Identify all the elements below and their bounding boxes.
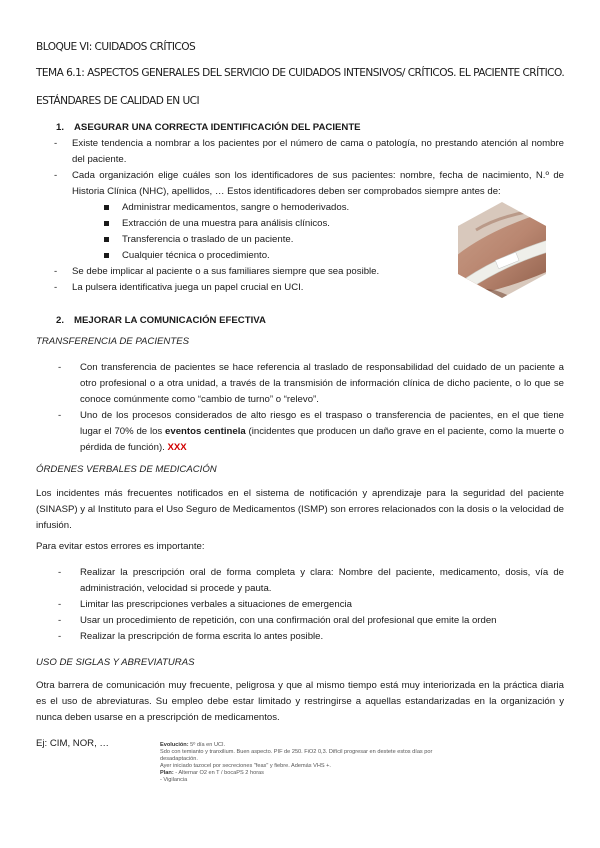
list-item: - Usar un procedimiento de repetición, con una confirmación oral del profesional que emite la orden bbox=[58, 615, 497, 626]
verbal-orders-intro: Para evitar estos errores es importante: bbox=[36, 541, 205, 552]
list-item: - Se debe implicar al paciente o a sus familiares siempre que sea posible. bbox=[54, 266, 380, 277]
abbreviations-example: Ej: CIM, NOR, … bbox=[36, 738, 110, 749]
verbal-orders-list bbox=[36, 565, 564, 645]
section-communication bbox=[36, 313, 564, 329]
abbreviations-heading: USO DE SIGLAS Y ABREVIATURAS bbox=[36, 657, 195, 668]
list-item: - Limitar las prescripciones verbales a situaciones de emergencia bbox=[58, 599, 352, 610]
pending-mark: XXX bbox=[167, 442, 187, 453]
verbal-orders-paragraph: Los incidentes más frecuentes notificados en el sistema de notificación y aprendizaje para la seguridad del paciente (SINASP) y al Instituto para el Uso Seguro de Medicamentos (ISMP) son errores relacionados con la dosis o la velocidad de infusión. bbox=[36, 488, 564, 531]
list-item: - Uno de los procesos considerados de alto riesgo es el traspaso o transferencia de pacientes, en el que tiene lugar el 70% de los eventos centinela (incidentes que producen un daño grave en el paciente, como la muerte o pérdida de función). XXX bbox=[58, 410, 564, 453]
clinical-note-excerpt: Evolución: 5º día en UCI. Sdo con temianto y tranxilium. Buen aspecto. PIF de 250. FiO2 0,3. Difícil progresar en destete estos días por desadaptación. Ayer iniciado tazocel por secreciones "feas" y fiebre. Además VHS +. Plan: - Alternar O2 en T / bocaPS 2 horas - Vigilancia bbox=[160, 742, 433, 783]
section-2-title: 2. MEJORAR LA COMUNICACIÓN EFECTIVA bbox=[56, 315, 266, 326]
list-item: - Con transferencia de pacientes se hace referencia al traslado de responsabilidad del cuidado de un paciente a otro profesional o a otra unidad, a través de la transmisión de información clínica de dicho paciente, o lo que se conoce comúnmente como “cambio de turno” o “relevo”. bbox=[58, 362, 564, 405]
transfer-list bbox=[36, 360, 564, 456]
list-item: - La pulsera identificativa juega un papel crucial en UCI. bbox=[54, 282, 304, 293]
section-1-title: 1. ASEGURAR UNA CORRECTA IDENTIFICACIÓN DEL PACIENTE bbox=[56, 122, 361, 133]
sentinel-events-term: eventos centinela bbox=[165, 426, 246, 437]
sub-list-item: Administrar medicamentos, sangre o hemoderivados. bbox=[36, 200, 564, 216]
transfer-heading: TRANSFERENCIA DE PACIENTES bbox=[36, 336, 189, 347]
list-item: - Cada organización elige cuáles son los identificadores de sus pacientes: nombre, fecha de nacimiento, N.º de Historia Clínica (NHC), apellidos, … Estos identificadores deben ser comprobados siempre antes de: bbox=[54, 170, 564, 197]
list-item: - Realizar la prescripción de forma escrita lo antes posible. bbox=[58, 631, 324, 642]
abbreviations-paragraph: Otra barrera de comunicación muy frecuente, peligrosa y que al mismo tiempo está muy interiorizada en la práctica diaria es el uso de abreviaturas. Su empleo debe estar limitado y restringirse a aquellas estandarizadas en la organización y nunca deben usarse en a prescripción de medicamentos. bbox=[36, 680, 564, 723]
list-item: - Existe tendencia a nombrar a los pacientes por el número de cama o patología, no prestando atención al nombre del paciente. bbox=[54, 138, 564, 165]
topic-heading: TEMA 6.1: ASPECTOS GENERALES DEL SERVICIO DE CUIDADOS INTENSIVOS/ CRÍTICOS. EL PACIENTE CRÍTICO. bbox=[36, 67, 565, 79]
standards-heading: ESTÁNDARES DE CALIDAD EN UCI bbox=[36, 95, 200, 107]
sub-list-item: Extracción de una muestra para análisis clínicos. bbox=[36, 216, 564, 232]
sub-list-item: Cualquier técnica o procedimiento. bbox=[36, 248, 564, 264]
wristband-photo bbox=[456, 200, 548, 300]
sub-list-item: Transferencia o traslado de un paciente. bbox=[36, 232, 564, 248]
list-item: - Realizar la prescripción oral de forma completa y clara: Nombre del paciente, medicamento, dosis, vía de administración, velocidad si procede y pauta. bbox=[58, 567, 564, 594]
verbal-orders-heading: ÓRDENES VERBALES DE MEDICACIÓN bbox=[36, 464, 217, 475]
block-heading: BLOQUE VI: CUIDADOS CRÍTICOS bbox=[36, 41, 196, 53]
